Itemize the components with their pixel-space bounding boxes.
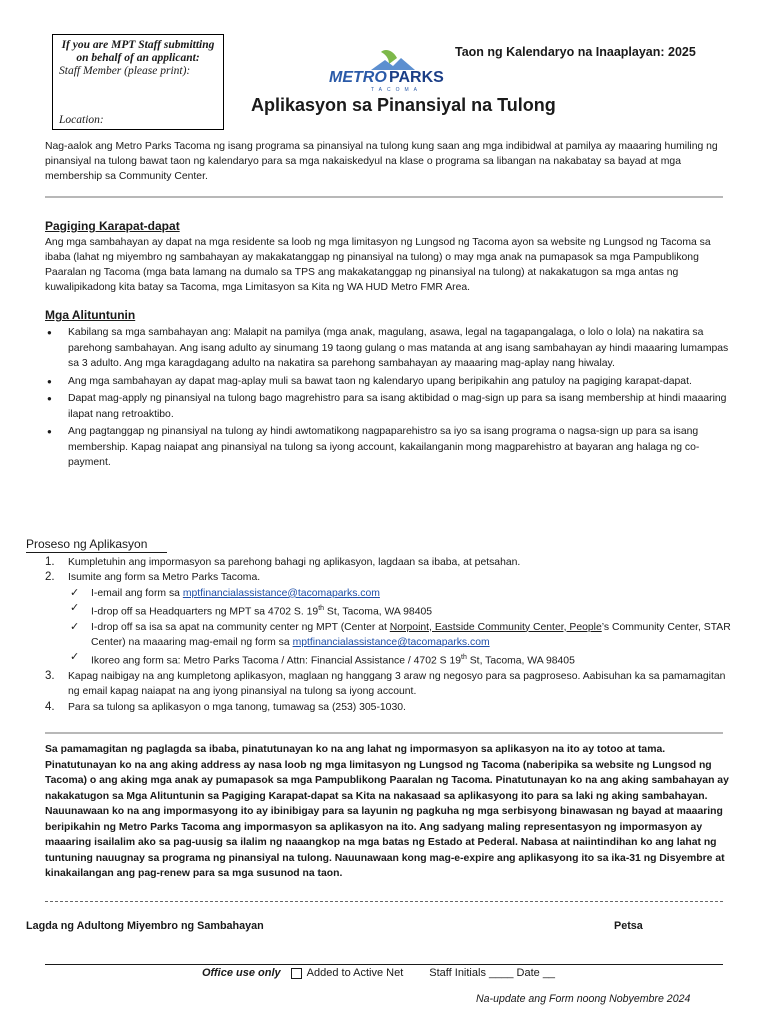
checkmark-icon: ✓	[70, 651, 80, 664]
process-step-4	[45, 700, 735, 715]
staff-initials-label: Staff Initials ____ Date __	[429, 967, 556, 979]
process-heading-underline	[26, 552, 167, 553]
staff-member-label: Staff Member (please print):	[59, 65, 191, 77]
page-title: Aplikasyon sa Pinansiyal na Tulong	[251, 95, 556, 115]
metro-parks-logo	[327, 48, 493, 92]
process-heading	[26, 537, 147, 551]
office-use-section	[202, 967, 555, 979]
staff-submission-box	[52, 34, 224, 130]
eligibility-heading: Pagiging Karapat-dapat	[45, 219, 180, 233]
process-heading-text: Proseso ng Aplikasyon	[26, 537, 148, 551]
calendar-year: Taon ng Kalendaryo na Inaaplayan: 2025	[455, 45, 696, 59]
guideline-item: ● Dapat mag-apply ng pinansiyal na tulong bago magrehistro para sa isang aktibidad o mag-sign up para sa isang membership at hindi maaaring ilapat nang retroaktibo.	[45, 391, 735, 422]
form-updated-note: Na-update ang Form noong Nobyembre 2024	[476, 993, 691, 1005]
email-link[interactable]: mptfinancialassistance@tacomaparks.com	[182, 587, 380, 599]
mail-suffix: St, Tacoma, WA 98405	[466, 655, 575, 667]
added-to-active-net-label: Added to Active Net	[306, 967, 404, 979]
submit-option-email	[68, 586, 735, 601]
signature-label: Lagda ng Adultong Miyembro ng Sambahayan	[26, 920, 264, 932]
section-divider	[45, 196, 723, 198]
checkmark-icon: ✓	[70, 586, 80, 599]
certification-statement: Sa pamamagitan ng paglagda sa ibaba, pinatutunayan ko na ang lahat ng impormasyon sa aplikasyon na ito ay totoo at tama. Pinatutunayan ko na ang aking address ay nasa loob ng mga limitasyon ng Lungsod ng Tacoma (naberipika sa website ng Lungsod ng Tacoma) o ang aking mga anak ay pumapasok sa mga Pampublikong Paaralan ng Tacoma. Pinatutunayan ko na ang aking sambahayan ay nakakatugon sa Mga Alituntunin sa Pagiging Karapat-dapat sa Kita na nakasaad sa aplikasyong ito para sa laki ng aking sambahayan. Nauunawaan ko na ang impormasyong ito ay ibinibigay para sa layunin ng pagkuha ng mga serbisyong binawasan ng bayad at maaaring beripikahin ng Metro Parks Tacoma ang impormasyon sa aplikasyon na ito. Ang sadyang maling representasyon ng impormasyon ay maaaring isailalim ako sa pag-uusig sa ilalim ng naaangkop na mga batas ng Estado at Pederal. Nabasa at naiintindihan ko ang lahat ng tuntuning nauugnay sa programa ng pinansiyal na tulong. Nauunawaan kong mag-e-expire ang aplikasyong ito sa ika-31 ng Disyembre at kinakailangan ang pag-renew para sa mga susunod na taon.	[45, 744, 729, 879]
step-number: 3.	[45, 670, 55, 683]
guideline-item: ● Kabilang sa mga sambahayan ang: Malapit na pamilya (mga anak, magulang, asawa, legal na tagapangalaga, o lolo o lola) na nakatira sa parehong sambahayan. Ang isang adulto ay sinumang 19 taong gulang o mas matanda at ang isang sambahayan ay hindi maaaring lumampas sa 3 adulto. Ang mga karagdagang adulto na nakatira sa parehong sambahayan ay maaaring mag-aplay nang hiwalay.	[45, 325, 735, 372]
signature-line	[45, 901, 723, 902]
location-label: Location:	[59, 114, 104, 126]
guideline-item: ● Ang pagtanggap ng pinansiyal na tulong ay hindi awtomatikong nagpaparehistro sa iyo sa isang programa o nagsa-sign up para sa isang membership. Kapag naiapat ang pinansiyal na tulong sa iyong account, kakailanganin mong magparehistro at bayaran ang halaga ng co-payment.	[45, 424, 735, 471]
cc-prefix: I-drop off sa isa sa apat na community center ng MPT (Center at	[91, 621, 390, 633]
submit-option-community-center	[68, 620, 735, 651]
step-number: 2.	[45, 571, 55, 584]
logo-tagline: TACOMA	[371, 87, 423, 92]
step-text: Para sa tulong sa aplikasyon o mga tanong, tumawag sa (253) 305-1030.	[68, 701, 406, 713]
step-text: Kumpletuhin ang impormasyon sa parehong bahagi ng aplikasyon, lagdaan sa ibaba, at petsahan.	[68, 557, 521, 568]
staff-box-heading: If you are MPT Staff submitting on behalf of an applicant:	[61, 39, 215, 64]
step-number: 4.	[45, 700, 55, 713]
office-divider	[45, 964, 723, 965]
submit-option-mail	[68, 650, 735, 669]
hq-address-prefix: I-drop off sa Headquarters ng MPT sa 4702 S. 19	[91, 606, 319, 618]
hq-address-sup: th	[318, 604, 325, 612]
hq-address-suffix: St, Tacoma, WA 98405	[324, 606, 433, 618]
mail-sup: th	[461, 654, 467, 662]
checkmark-icon: ✓	[70, 601, 80, 614]
process-steps	[45, 555, 735, 715]
submit-option-hq	[68, 601, 735, 620]
step-text: Kapag naibigay na ang kumpletong aplikasyon, maglaan ng hanggang 3 araw ng negosyo para sa pagproseso. Aabisuhan ka sa pamamagitan ng email kapag naiapat na ang iyong pinansiyal na tulong sa iyong account.	[68, 671, 726, 698]
intro-paragraph: Nag-aalok ang Metro Parks Tacoma ng isang programa sa pinansiyal na tulong kung saan ang mga indibidwal at pamilya ay maaaring humiling ng pinansiyal na tulong bawat taon ng kalendaryo para sa mga nakaiskedyul na klase o programa sa libangan na nakabatay sa bayad at mga membership sa Community Center.	[45, 141, 718, 182]
cc-email-link[interactable]: mptfinancialassistance@tacomaparks.com	[292, 636, 490, 648]
office-use-label: Office use only	[202, 967, 281, 979]
logo-metro-text: METRO	[329, 69, 387, 86]
eligibility-text: Ang mga sambahayan ay dapat na mga residente sa loob ng mga limitasyon ng Lungsod ng Tacoma ayon sa website ng Lungsod ng Tacoma sa ibaba (lahat ng miyembro ng sambahayan ay makakatanggap ng pinansiyal na tulong) o may mga anak na pumapasok sa mga Pampublikong Paaralan ng Tacoma (mga bata lamang na dumalo sa TPS ang makakatanggap ng pinansiyal na tulong) at nakakatugon sa mga antas ng kuwalipikadong kita batay sa Tacoma, mga Limitasyon sa Kita ng WA HUD Metro FMR Area.	[45, 237, 711, 293]
step-text: Isumite ang form sa Metro Parks Tacoma.	[68, 572, 261, 584]
added-to-active-net-checkbox[interactable]	[291, 968, 302, 979]
guidelines-heading: Mga Alituntunin	[45, 308, 136, 322]
section-divider	[45, 732, 723, 734]
process-step-2	[45, 570, 735, 669]
logo-parks-text: PARKS	[389, 69, 444, 86]
cc-suffix: ’s Community Center, STAR Center) na maaaring mag-email ng form sa	[91, 621, 731, 648]
email-prefix: I-email ang form sa	[91, 587, 183, 599]
mail-prefix: Ikoreo ang form sa: Metro Parks Tacoma / Attn: Financial Assistance / 4702 S 19	[91, 655, 462, 667]
date-label: Petsa	[614, 920, 643, 932]
checkmark-icon: ✓	[70, 620, 80, 633]
step-number: 1.	[45, 556, 55, 568]
guidelines-list	[45, 325, 735, 473]
cc-centers: Norpoint, Eastside Community Center, People	[389, 621, 602, 633]
guideline-item: ● Ang mga sambahayan ay dapat mag-aplay muli sa bawat taon ng kalendaryo upang beripikahin ang patuloy na pagiging karapat-dapat.	[45, 374, 735, 390]
process-step-3	[45, 669, 735, 700]
process-step-1	[45, 555, 735, 570]
